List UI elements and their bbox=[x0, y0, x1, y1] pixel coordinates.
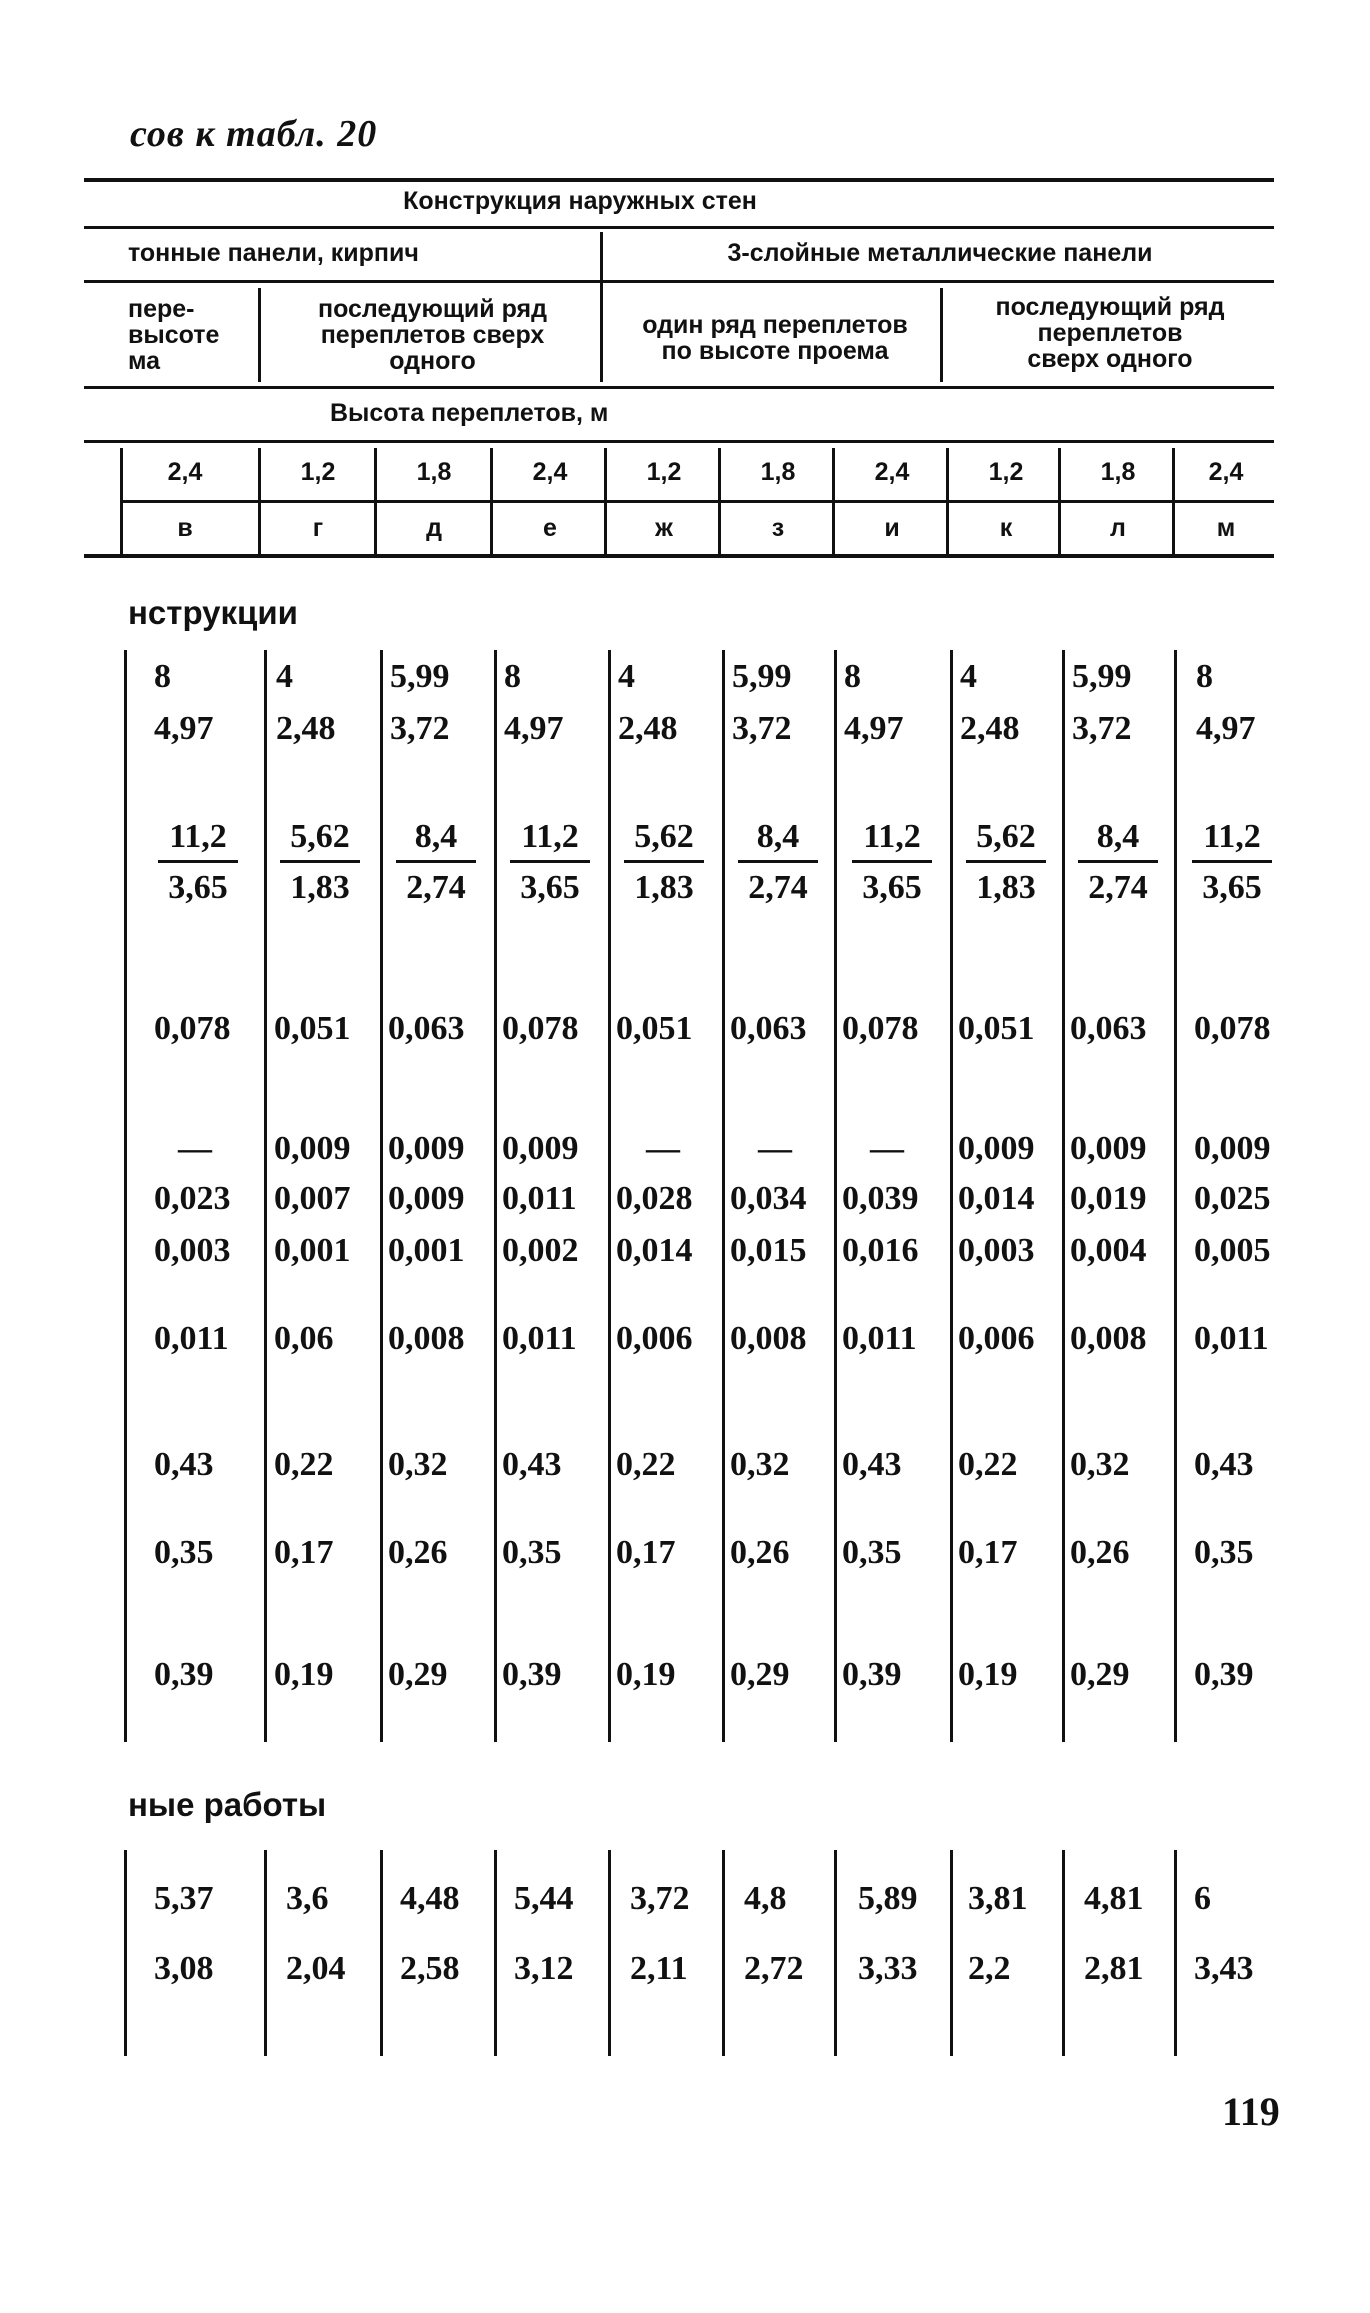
cell: 0,22 bbox=[274, 1446, 334, 1483]
cell: 3,33 bbox=[858, 1950, 918, 1987]
cell: — bbox=[758, 1130, 792, 1167]
divider bbox=[264, 1850, 267, 2056]
fraction-numerator: 5,62 bbox=[624, 818, 704, 863]
cell: 0,011 bbox=[502, 1180, 577, 1217]
cell: 0,001 bbox=[274, 1232, 351, 1269]
cell: 0,009 bbox=[1194, 1130, 1271, 1167]
cell: 0,26 bbox=[730, 1534, 790, 1571]
fraction-denominator: 3,65 bbox=[862, 869, 922, 906]
cell: 4 bbox=[276, 658, 293, 695]
cell: 0,009 bbox=[388, 1130, 465, 1167]
cell: 2,48 bbox=[276, 710, 336, 747]
rule bbox=[84, 280, 1274, 283]
divider bbox=[834, 1850, 837, 2056]
cell: 0,35 bbox=[842, 1534, 902, 1571]
divider bbox=[494, 1850, 497, 2056]
cell: 0,22 bbox=[616, 1446, 676, 1483]
fraction-cell bbox=[624, 818, 704, 907]
height-cell: 2,4 bbox=[532, 458, 568, 486]
cell: 0,39 bbox=[154, 1656, 214, 1693]
divider-groups bbox=[600, 232, 603, 382]
cell: 0,19 bbox=[274, 1656, 334, 1693]
cell: 0,016 bbox=[842, 1232, 919, 1269]
cell: 0,051 bbox=[274, 1010, 351, 1047]
cell: 2,48 bbox=[618, 710, 678, 747]
cell: 0,29 bbox=[388, 1656, 448, 1693]
cell: 0,008 bbox=[1070, 1320, 1147, 1357]
cell: 2,04 bbox=[286, 1950, 346, 1987]
fraction-cell bbox=[280, 818, 360, 907]
cell: 0,011 bbox=[1194, 1320, 1269, 1357]
divider bbox=[1172, 448, 1175, 554]
divider bbox=[718, 448, 721, 554]
header-construction: Конструкция наружных стен bbox=[403, 187, 757, 215]
header-group-left: тонные панели, кирпич bbox=[128, 239, 419, 267]
fraction-denominator: 1,83 bbox=[290, 869, 350, 906]
cell: 8 bbox=[844, 658, 861, 695]
cell: 5,99 bbox=[1072, 658, 1132, 695]
rule bbox=[84, 386, 1274, 389]
cell: 0,003 bbox=[154, 1232, 231, 1269]
cell: 0,001 bbox=[388, 1232, 465, 1269]
cell: 4,81 bbox=[1084, 1880, 1144, 1917]
fraction-numerator: 11,2 bbox=[158, 818, 238, 863]
cell: 0,078 bbox=[502, 1010, 579, 1047]
cell: 0,009 bbox=[274, 1130, 351, 1167]
cell: 0,019 bbox=[1070, 1180, 1147, 1217]
cell: 0,005 bbox=[1194, 1232, 1271, 1269]
divider bbox=[950, 650, 953, 1742]
cell: 8 bbox=[1196, 658, 1213, 695]
cell: 5,37 bbox=[154, 1880, 214, 1917]
cell: 0,17 bbox=[616, 1534, 676, 1571]
rule bbox=[120, 500, 1274, 503]
divider bbox=[834, 650, 837, 1742]
fraction-denominator: 2,74 bbox=[406, 869, 466, 906]
fraction-numerator: 11,2 bbox=[1192, 818, 1272, 863]
cell: 0,26 bbox=[1070, 1534, 1130, 1571]
cell: 4,48 bbox=[400, 1880, 460, 1917]
fraction-numerator: 8,4 bbox=[738, 818, 818, 863]
height-cell: 1,2 bbox=[300, 458, 336, 486]
cell: — bbox=[870, 1130, 904, 1167]
cell: 0,011 bbox=[842, 1320, 917, 1357]
cell: 2,11 bbox=[630, 1950, 688, 1987]
header-sub-left-next: последующий ряд переплетов сверх одного bbox=[317, 295, 547, 375]
cell: 0,007 bbox=[274, 1180, 351, 1217]
fraction-denominator: 3,65 bbox=[168, 869, 228, 906]
cell: 0,17 bbox=[958, 1534, 1018, 1571]
cell: 0,078 bbox=[154, 1010, 231, 1047]
cell: 5,99 bbox=[732, 658, 792, 695]
divider bbox=[940, 288, 943, 382]
cell: 4,97 bbox=[154, 710, 214, 747]
fraction-cell bbox=[852, 818, 932, 907]
cell: 3,08 bbox=[154, 1950, 214, 1987]
cell: 5,89 bbox=[858, 1880, 918, 1917]
cell: 0,35 bbox=[154, 1534, 214, 1571]
cell: 0,023 bbox=[154, 1180, 231, 1217]
fraction-denominator: 1,83 bbox=[976, 869, 1036, 906]
height-cell: 1,8 bbox=[416, 458, 452, 486]
cell: 4 bbox=[618, 658, 635, 695]
fraction-cell bbox=[158, 818, 238, 907]
header-sub-right-next: последующий ряд переплетов сверх одного bbox=[995, 293, 1225, 373]
fraction-cell bbox=[1078, 818, 1158, 907]
cell: 5,44 bbox=[514, 1880, 574, 1917]
rule bbox=[84, 226, 1274, 229]
cell: 4,8 bbox=[744, 1880, 787, 1917]
cell: 0,39 bbox=[842, 1656, 902, 1693]
section-title-constructions: нструкции bbox=[128, 594, 298, 631]
divider bbox=[604, 448, 607, 554]
divider bbox=[374, 448, 377, 554]
cell: 0,009 bbox=[502, 1130, 579, 1167]
cell: 0,009 bbox=[1070, 1130, 1147, 1167]
fraction-denominator: 3,65 bbox=[520, 869, 580, 906]
cell: 3,72 bbox=[630, 1880, 690, 1917]
fraction-numerator: 8,4 bbox=[396, 818, 476, 863]
divider bbox=[380, 650, 383, 1742]
fraction-cell bbox=[966, 818, 1046, 907]
height-cell: 2,4 bbox=[167, 458, 203, 486]
height-cell: 1,2 bbox=[988, 458, 1024, 486]
divider bbox=[120, 448, 123, 554]
cell: 0,32 bbox=[730, 1446, 790, 1483]
fraction-denominator: 1,83 bbox=[634, 869, 694, 906]
cell: 0,17 bbox=[274, 1534, 334, 1571]
cell: 0,028 bbox=[616, 1180, 693, 1217]
divider bbox=[258, 288, 261, 382]
fraction-denominator: 3,65 bbox=[1202, 869, 1262, 906]
cell: 3,6 bbox=[286, 1880, 329, 1917]
height-cell: 2,4 bbox=[1208, 458, 1244, 486]
fraction-numerator: 5,62 bbox=[280, 818, 360, 863]
cell: 4,97 bbox=[504, 710, 564, 747]
cell: 3,12 bbox=[514, 1950, 574, 1987]
cell: 0,19 bbox=[616, 1656, 676, 1693]
fraction-denominator: 2,74 bbox=[1088, 869, 1148, 906]
cell: 0,063 bbox=[730, 1010, 807, 1047]
cell: 0,014 bbox=[616, 1232, 693, 1269]
rule-top bbox=[84, 178, 1274, 182]
divider bbox=[1174, 650, 1177, 1742]
cell: 0,039 bbox=[842, 1180, 919, 1217]
divider bbox=[264, 650, 267, 1742]
height-cell: 1,8 bbox=[1100, 458, 1136, 486]
cell: 5,99 bbox=[390, 658, 450, 695]
letter-cell: е bbox=[543, 514, 557, 542]
divider bbox=[258, 448, 261, 554]
cell: 0,025 bbox=[1194, 1180, 1271, 1217]
divider bbox=[1062, 650, 1065, 1742]
fraction-denominator: 2,74 bbox=[748, 869, 808, 906]
cell: 6 bbox=[1194, 1880, 1211, 1917]
section-title-works: ные работы bbox=[128, 1786, 327, 1823]
cell: 2,2 bbox=[968, 1950, 1011, 1987]
cell: 3,72 bbox=[1072, 710, 1132, 747]
cell: 0,26 bbox=[388, 1534, 448, 1571]
divider bbox=[608, 650, 611, 1742]
cell: 0,32 bbox=[388, 1446, 448, 1483]
divider bbox=[608, 1850, 611, 2056]
cell: 0,034 bbox=[730, 1180, 807, 1217]
divider bbox=[124, 1850, 127, 2056]
cell: 0,06 bbox=[274, 1320, 334, 1357]
divider bbox=[1062, 1850, 1065, 2056]
letter-cell: з bbox=[771, 514, 785, 542]
cell: 0,004 bbox=[1070, 1232, 1147, 1269]
divider bbox=[124, 650, 127, 1742]
height-cell: 1,8 bbox=[760, 458, 796, 486]
cell: 0,014 bbox=[958, 1180, 1035, 1217]
divider bbox=[1058, 448, 1061, 554]
cell: 0,011 bbox=[154, 1320, 229, 1357]
cell: 0,008 bbox=[388, 1320, 465, 1357]
fraction-numerator: 8,4 bbox=[1078, 818, 1158, 863]
cell: 8 bbox=[154, 658, 171, 695]
cell: 2,72 bbox=[744, 1950, 804, 1987]
divider bbox=[490, 448, 493, 554]
letter-cell: м bbox=[1216, 514, 1236, 542]
letter-cell: д bbox=[426, 514, 442, 542]
cell: 2,58 bbox=[400, 1950, 460, 1987]
letter-cell: и bbox=[884, 514, 900, 542]
letter-cell: л bbox=[1110, 514, 1126, 542]
cell: 0,051 bbox=[616, 1010, 693, 1047]
cell: — bbox=[178, 1130, 212, 1167]
cell: 0,19 bbox=[958, 1656, 1018, 1693]
rule bbox=[84, 440, 1274, 443]
cell: 3,43 bbox=[1194, 1950, 1254, 1987]
cell: 2,48 bbox=[960, 710, 1020, 747]
divider bbox=[380, 1850, 383, 2056]
cell: 0,078 bbox=[842, 1010, 919, 1047]
cell: 0,006 bbox=[958, 1320, 1035, 1357]
fraction-numerator: 11,2 bbox=[510, 818, 590, 863]
cell: 0,22 bbox=[958, 1446, 1018, 1483]
cell: 0,43 bbox=[154, 1446, 214, 1483]
header-height-label: Высота переплетов, м bbox=[330, 399, 609, 427]
cell: 0,39 bbox=[1194, 1656, 1254, 1693]
cell: 4,97 bbox=[844, 710, 904, 747]
divider bbox=[832, 448, 835, 554]
cell: 0,009 bbox=[388, 1180, 465, 1217]
cell: 0,078 bbox=[1194, 1010, 1271, 1047]
cell: 0,32 bbox=[1070, 1446, 1130, 1483]
divider bbox=[946, 448, 949, 554]
cell: — bbox=[646, 1130, 680, 1167]
cell: 0,009 bbox=[958, 1130, 1035, 1167]
height-cell: 2,4 bbox=[874, 458, 910, 486]
divider bbox=[494, 650, 497, 1742]
divider bbox=[722, 650, 725, 1742]
header-group-right: 3-слойные металлические панели bbox=[727, 239, 1153, 267]
cell: 0,015 bbox=[730, 1232, 807, 1269]
cell: 0,35 bbox=[1194, 1534, 1254, 1571]
cell: 0,43 bbox=[842, 1446, 902, 1483]
cell: 0,008 bbox=[730, 1320, 807, 1357]
fraction-cell bbox=[510, 818, 590, 907]
cell: 8 bbox=[504, 658, 521, 695]
cell: 0,003 bbox=[958, 1232, 1035, 1269]
cell: 2,81 bbox=[1084, 1950, 1144, 1987]
cell: 0,35 bbox=[502, 1534, 562, 1571]
fraction-cell bbox=[396, 818, 476, 907]
cell: 0,29 bbox=[1070, 1656, 1130, 1693]
header-sub-left-partial: пере- высоте ма bbox=[128, 295, 220, 375]
fraction-cell bbox=[738, 818, 818, 907]
divider bbox=[722, 1850, 725, 2056]
header-sub-right-one: один ряд переплетов по высоте проема bbox=[642, 311, 908, 365]
cell: 0,002 bbox=[502, 1232, 579, 1269]
divider bbox=[1174, 1850, 1177, 2056]
height-cell: 1,2 bbox=[646, 458, 682, 486]
divider bbox=[950, 1850, 953, 2056]
cell: 3,72 bbox=[390, 710, 450, 747]
letter-cell: г bbox=[312, 514, 324, 542]
cell: 4 bbox=[960, 658, 977, 695]
fraction-cell bbox=[1192, 818, 1272, 907]
letter-cell: в bbox=[177, 514, 193, 542]
cell: 0,43 bbox=[1194, 1446, 1254, 1483]
cell: 0,063 bbox=[1070, 1010, 1147, 1047]
page-number: 119 bbox=[1222, 2089, 1280, 2134]
cell: 0,006 bbox=[616, 1320, 693, 1357]
cell: 0,29 bbox=[730, 1656, 790, 1693]
cell: 0,063 bbox=[388, 1010, 465, 1047]
cell: 0,43 bbox=[502, 1446, 562, 1483]
fraction-numerator: 11,2 bbox=[852, 818, 932, 863]
letter-cell: к bbox=[999, 514, 1013, 542]
cell: 3,81 bbox=[968, 1880, 1028, 1917]
cell: 3,72 bbox=[732, 710, 792, 747]
cell: 0,39 bbox=[502, 1656, 562, 1693]
cell: 4,97 bbox=[1196, 710, 1256, 747]
rule-header-bottom bbox=[84, 554, 1274, 558]
cell: 0,011 bbox=[502, 1320, 577, 1357]
fraction-numerator: 5,62 bbox=[966, 818, 1046, 863]
letter-cell: ж bbox=[655, 514, 673, 542]
cell: 0,051 bbox=[958, 1010, 1035, 1047]
table-continuation-caption: сов к табл. 20 bbox=[130, 113, 378, 155]
